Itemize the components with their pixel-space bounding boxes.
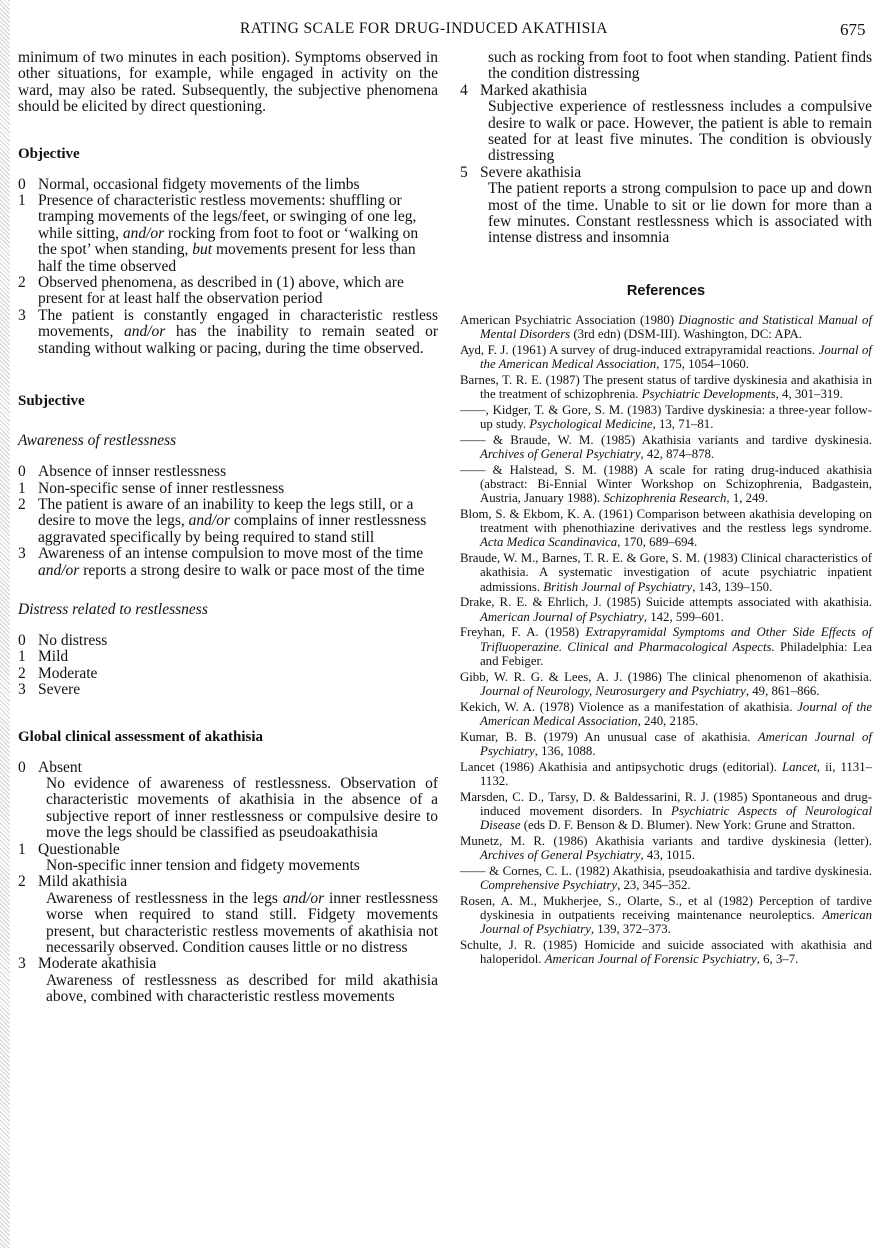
reference-item: Gibb, W. R. G. & Lees, A. J. (1986) The clinical phenomenon of akathisia. Journal of Neurology, Neurosurgery and Psychiatry, 49, 861–866. [460,669,872,698]
global-level-1-description: Non-specific inner tension and fidgety movements [46,857,360,874]
reference-item: Braude, W. M., Barnes, T. R. E. & Gore, S. M. (1983) Clinical characteristics of akathisia. A systematic investigation of acute psychiatric inpatient admissions. British Journal of Psychiatry, 143, 139–150. [460,551,872,594]
reference-item: —— & Cornes, C. L. (1982) Akathisia, pseudoakathisia and tardive dyskinesia. Comprehensive Psychiatry, 23, 345–352. [460,863,872,893]
reference-item: Marsden, C. D., Tarsy, D. & Baldessarini, R. J. (1985) Spontaneous and drug-induced movement disorders. In Psychiatric Aspects of Neurological Disease (eds D. F. Benson & D. Blumer). New York: Grune and Stratton. [460,789,872,833]
awareness-item-0: 0 Absence of innser restlessness [18,463,227,481]
right-column [460,50,872,968]
page-number: 675 [840,20,866,39]
objective-heading: Objective [18,145,80,162]
reference-item: —— & Halstead, S. M. (1988) A scale for rating drug-induced akathisia (abstract: Bi-Ennial Winter Workshop on Schizophrenia, Badgastein, Austria, January 1988). Schizophrenia Research, 1, 249. [460,462,872,506]
running-title: RATING SCALE FOR DRUG-INDUCED AKATHISIA [240,20,608,37]
objective-item-2: 2 Observed phenomena, as described in (1) above, which are present for at least half the observation period [18,274,404,308]
reference-item: Munetz, M. R. (1986) Akathisia variants and tardive dyskinesia (letter). Archives of General Psychiatry, 43, 1015. [460,833,872,863]
reference-item: American Psychiatric Association (1980) Diagnostic and Statistical Manual of Mental Disorders (3rd edn) (DSM-III). Washington, DC: APA. [460,312,872,342]
reference-item: —— & Braude, W. M. (1985) Akathisia variants and tardive dyskinesia. Archives of General Psychiatry, 42, 874–878. [460,432,872,462]
objective-item-3: 3 The patient is constantly engaged in characteristic restless movements, and/or has the inability to remain seated or standing without walking or pacing, during the time observed. [18,306,438,357]
awareness-heading: Awareness of restlessness [18,432,177,450]
distress-item-3: 3 Severe [18,681,81,699]
subjective-heading: Subjective [18,393,85,410]
awareness-item-3: 3 Awareness of an intense compulsion to move most of the time and/or reports a strong desire to walk or pace most of the time [18,545,425,579]
global-level-0-description: No evidence of awareness of restlessness. Observation of characteristic movements of akathisia in the absence of a subjective report of inner restlessness or compulsive desire to move the legs should be classified as pseudoakathisia [46,774,438,842]
awareness-item-2: 2 The patient is aware of an inability to keep the legs still, or a desire to move the legs, and/or complains of inner restlessness aggravated specifically by being required to stand still [18,495,427,546]
global-level-4-description: Subjective experience of restlessness includes a compulsive desire to walk or pace. However, the patient is able to remain seated for at least five minutes. The condition is obviously distressing [488,98,872,165]
reference-list [460,313,872,967]
distress-item-0: 0 No distress [18,631,108,649]
reference-item: Drake, R. E. & Ehrlich, J. (1985) Suicide attempts associated with akathisia. American Journal of Psychiatry, 142, 599–601. [460,595,872,624]
reference-item: Freyhan, F. A. (1958) Extrapyramidal Symptoms and Other Side Effects of Trifluoperazine. Clinical and Pharmacological Aspects. Philadelphia: Lea and Febiger. [460,625,872,668]
reference-item: Lancet (1986) Akathisia and antipsychotic drugs (editorial). Lancet, ii, 1131–1132. [460,759,872,788]
intro-paragraph: minimum of two minutes in each position). Symptoms observed in other situations, for example, while engaged in activity on the ward, may also be rated. Subsequently, the subjective phenomena should be elicited by direct questioning. [18,49,438,116]
objective-item-0: 0 Normal, occasional fidgety movements of the limbs [18,175,360,193]
global-level-4: 4 Marked akathisia [460,81,588,99]
left-column [18,50,438,1006]
global-heading: Global clinical assessment of akathisia [18,728,264,745]
reference-item: Ayd, F. J. (1961) A survey of drug-induced extrapyramidal reactions. Journal of the American Medical Association, 175, 1054–1060. [460,342,872,372]
reference-item: Blom, S. & Ekbom, K. A. (1961) Comparison between akathisia developing on treatment with phenothiazine derivatives and the restless legs syndrome. Acta Medica Scandinavica, 170, 689–694. [460,507,872,550]
global-level-3: 3 Moderate akathisia [18,955,157,973]
awareness-item-1: 1 Non-specific sense of inner restlessness [18,479,285,497]
reference-item: ——, Kidger, T. & Gore, S. M. (1983) Tardive dyskinesia: a three-year follow-up study. Psychological Medicine, 13, 71–81. [460,402,872,432]
global-level-2: 2 Mild akathisia [18,873,128,891]
global-level-3-continuation: such as rocking from foot to foot when standing. Patient finds the condition distressing [488,49,872,83]
distress-heading: Distress related to restlessness [18,600,208,618]
reference-item: Kumar, B. B. (1979) An unusual case of akathisia. American Journal of Psychiatry, 136, 1088. [460,729,872,758]
distress-item-1: 1 Mild [18,648,69,666]
reference-item: Rosen, A. M., Mukherjee, S., Olarte, S., et al (1982) Perception of tardive dyskinesia in outpatients receiving maintenance neuroleptics. American Journal of Psychiatry, 139, 372–373. [460,893,872,937]
global-level-0: 0 Absent [18,758,82,776]
scan-edge-texture [0,0,10,1248]
global-level-5-description: The patient reports a strong compulsion to pace up and down most of the time. Unable to sit or lie down for more than a few minutes. Constant restlessness which is associated with intense distress and insomnia [488,180,872,247]
references-heading: References [626,282,706,299]
objective-item-1: 1 Presence of characteristic restless movements: shuffling or tramping movements of the legs/feet, or swinging of one leg, while sitting, and/or rocking from foot to foot or ‘walking on the spot’ when standing, but movements present for less than half the time observed [18,192,419,275]
reference-item: Schulte, J. R. (1985) Homicide and suicide associated with akathisia and haloperidol. American Journal of Forensic Psychiatry, 6, 3–7. [460,938,872,967]
reference-item: Barnes, T. R. E. (1987) The present status of tardive dyskinesia and akathisia in the treatment of schizophrenia. Psychiatric Developments, 4, 301–319. [460,372,872,402]
distress-item-2: 2 Moderate [18,664,98,682]
global-level-1: 1 Questionable [18,840,120,858]
global-level-2-description: Awareness of restlessness in the legs and/or inner restlessness worse when required to stand still. Fidgety movements present, but characteristic restless movements of akathisia not necessarily observed. Condition causes little or no distress [46,889,439,957]
global-level-5: 5 Severe akathisia [460,163,582,181]
global-level-3-description: Awareness of restlessness as described for mild akathisia above, combined with characteristic restless movements [46,971,438,1006]
page-header [0,18,884,44]
reference-item: Kekich, W. A. (1978) Violence as a manifestation of akathisia. Journal of the American Medical Association, 240, 2185. [460,699,872,728]
